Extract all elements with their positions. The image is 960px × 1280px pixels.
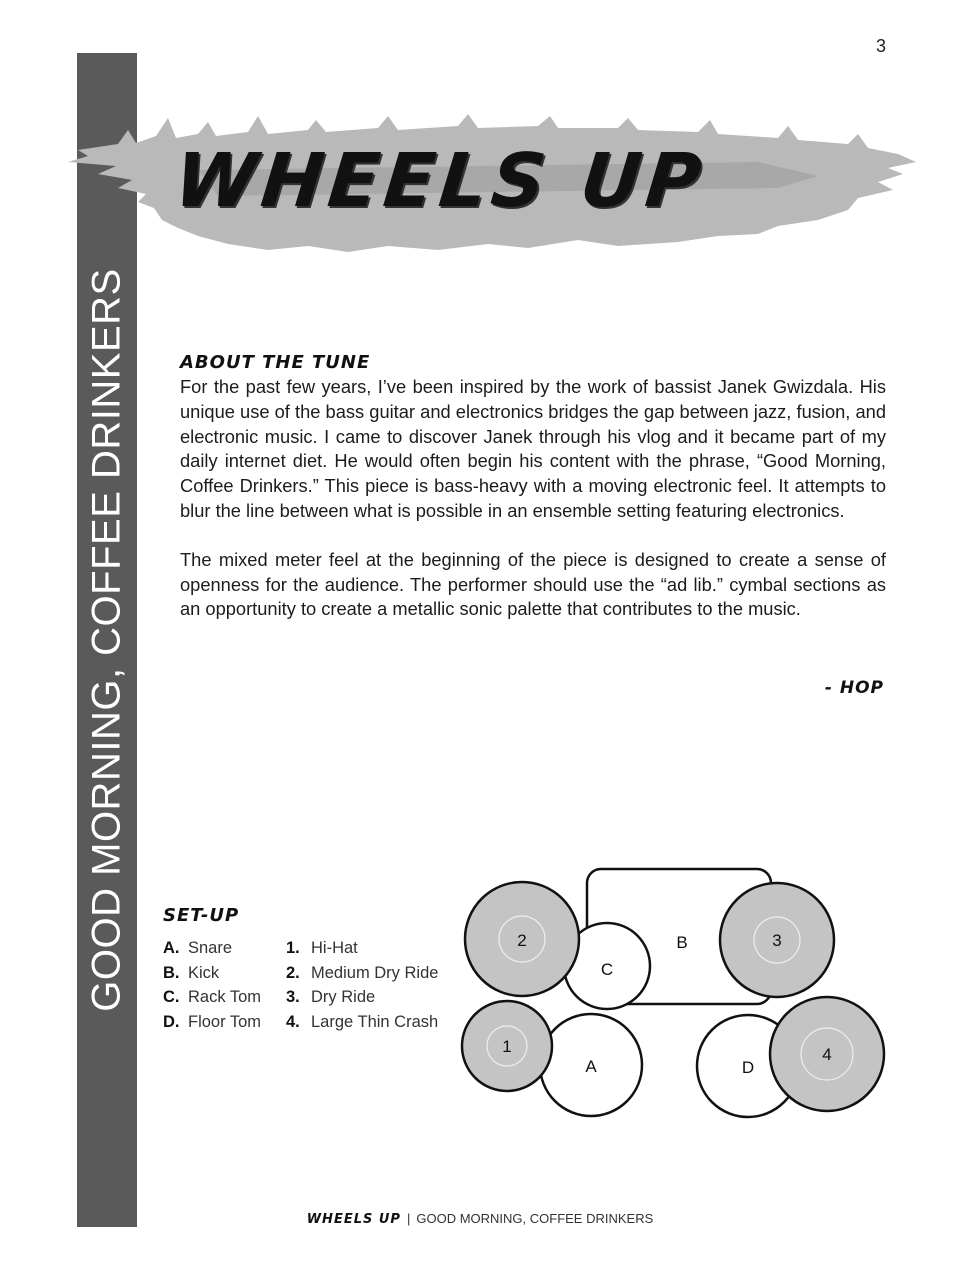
list-item [163, 936, 286, 961]
list-label: Rack Tom [188, 988, 262, 1006]
about-paragraph-2: The mixed meter feel at the beginning of the piece is designed to create a sense of openness for the audience. The performer should use the “ad lib.” cymbal sections as an opportunity to create a metallic sonic palette that contributes to the music. [180, 548, 886, 620]
list-item [163, 961, 286, 986]
side-title: GOOD MORNING, COFFEE DRINKERS [84, 268, 129, 1012]
snare-drum-label: A [585, 1057, 597, 1076]
setup-section [163, 905, 463, 1034]
list-marker: B. [163, 963, 180, 982]
large-thin-crash-label: 4 [822, 1045, 832, 1064]
list-marker: 4. [286, 1012, 300, 1031]
list-item [163, 1010, 286, 1035]
floor-tom-label: D [741, 1058, 755, 1077]
footer-subtitle: GOOD MORNING, COFFEE DRINKERS [416, 1211, 654, 1226]
cymbal-list [286, 936, 438, 1034]
list-marker: D. [163, 1012, 180, 1031]
list-label: Dry Ride [311, 988, 376, 1006]
dry-ride-label: 3 [772, 931, 782, 950]
list-marker: 1. [286, 939, 300, 957]
list-item [163, 985, 286, 1010]
rack-tom-label: C [600, 960, 614, 979]
hi-hat-label: 1 [502, 1037, 512, 1056]
setup-heading: SET-UP [163, 905, 240, 926]
page-footer [0, 1211, 960, 1227]
list-marker: A. [163, 939, 180, 957]
list-label: Medium Dry Ride [311, 963, 439, 982]
list-label: Snare [188, 939, 233, 957]
list-item [286, 936, 438, 961]
author-signature: - HOP [824, 678, 884, 698]
list-marker: 3. [286, 988, 300, 1006]
drum-list [163, 936, 286, 1034]
list-label: Hi-Hat [311, 939, 358, 957]
drum-setup-diagram [455, 862, 895, 1152]
about-heading: ABOUT THE TUNE [180, 352, 371, 373]
list-item [286, 961, 438, 986]
list-label: Floor Tom [188, 1012, 262, 1031]
about-the-tune [180, 352, 886, 646]
kick-drum-label: B [676, 933, 688, 952]
list-marker: C. [163, 988, 180, 1006]
footer-separator: | [406, 1211, 411, 1226]
list-item [286, 985, 438, 1010]
setup-lists [163, 936, 463, 1034]
list-marker: 2. [286, 963, 300, 982]
footer-title: WHEELS UP [306, 1212, 401, 1227]
medium-dry-ride-label: 2 [517, 931, 527, 950]
list-label: Large Thin Crash [311, 1012, 439, 1031]
piece-title: WHEELS UP [170, 138, 710, 224]
page-number: 3 [875, 36, 886, 56]
about-paragraph-1: For the past few years, I’ve been inspired by the work of bassist Janek Gwizdala. His unique use of the bass guitar and electronics bridges the gap between jazz, fusion, and electronic music. I came to discover Janek through his vlog and it became part of my daily internet diet. He would often begin his content with the phrase, “Good Morning, Coffee Drinkers.” This piece is bass-heavy with a moving electronic feel. It attempts to blur the line between what is possible in an ensemble setting featuring electronics. [180, 376, 886, 521]
list-label: Kick [188, 963, 220, 982]
list-item [286, 1010, 438, 1035]
